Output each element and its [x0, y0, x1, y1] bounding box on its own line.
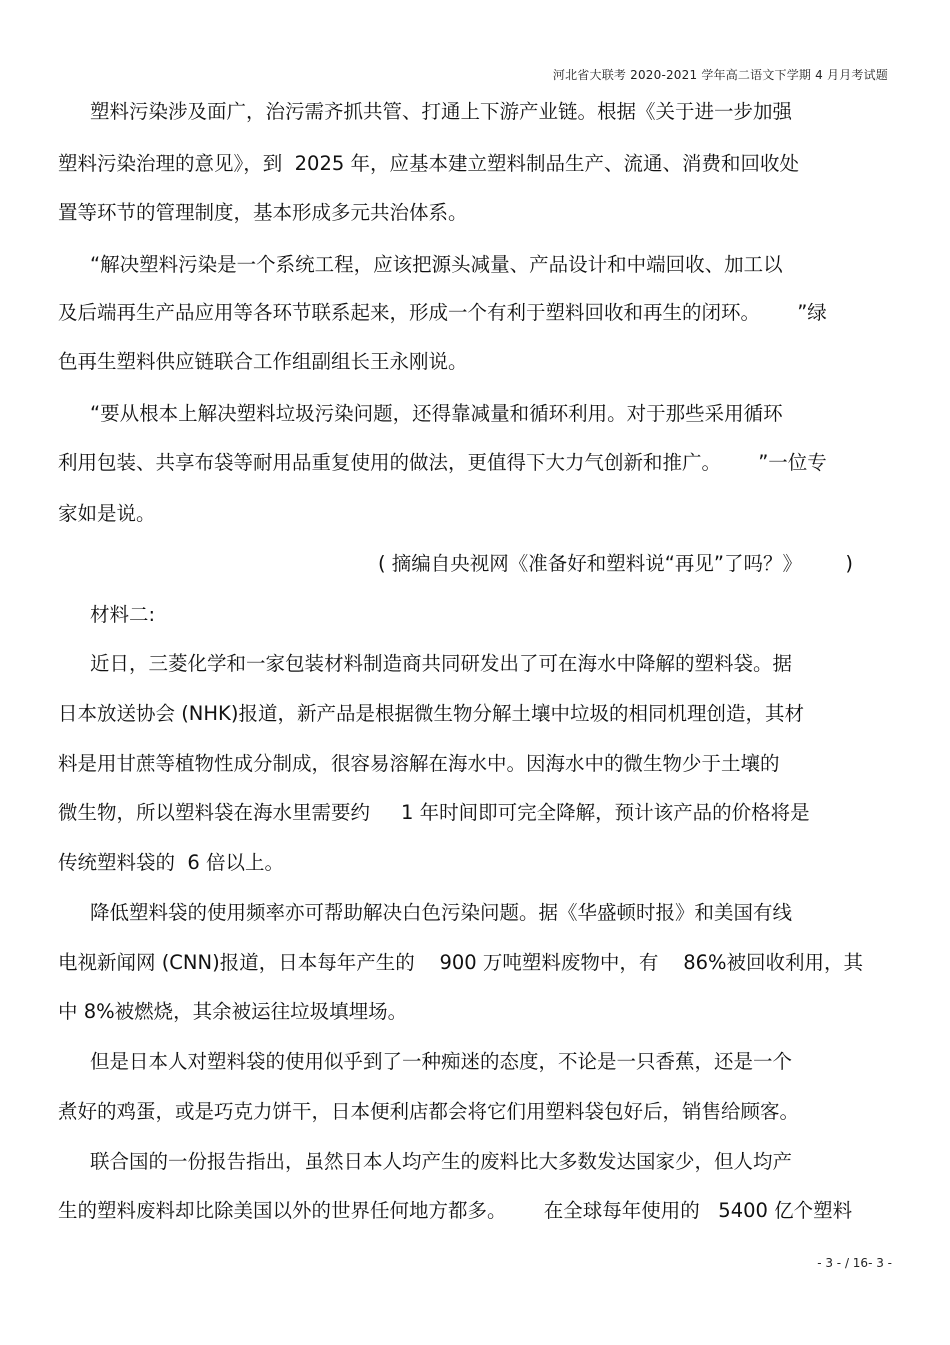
body-line: 联合国的一份报告指出，虽然日本人均产生的废料比大多数发达国家少，但人均产: [90, 1150, 793, 1173]
body-line: 及后端再生产品应用等各环节联系起来，形成一个有利于塑料回收和再生的闭环。 ”绿: [58, 301, 827, 324]
body-line: “解决塑料污染是一个系统工程，应该把源头减量、产品设计和中端回收、加工以: [90, 253, 783, 276]
source-citation: ( 摘编自央视网《准备好和塑料说“再见”了吗？》 ): [378, 552, 854, 575]
body-line: 微生物，所以塑料袋在海水里需要约 1 年时间即可完全降解，预计该产品的价格将是: [58, 801, 810, 824]
body-line: 日本放送协会 (NHK)报道，新产品是根据微生物分解土壤中垃圾的相同机理创造，其材: [58, 702, 804, 725]
body-line: 近日，三菱化学和一家包装材料制造商共同研发出了可在海水中降解的塑料袋。据: [90, 652, 793, 675]
page-number: - 3 - / 16- 3 -: [817, 1256, 892, 1270]
body-line: 料是用甘蔗等植物性成分制成，很容易溶解在海水中。因海水中的微生物少于土壤的: [58, 752, 780, 775]
body-line: “要从根本上解决塑料垃圾污染问题，还得靠减量和循环利用。对于那些采用循环: [90, 402, 783, 425]
body-line: 降低塑料袋的使用频率亦可帮助解决白色污染问题。据《华盛顿时报》和美国有线: [90, 901, 793, 924]
body-line: 塑料污染涉及面广，治污需齐抓共管、打通上下游产业链。根据《关于进一步加强: [90, 100, 793, 123]
body-line: 利用包装、共享布袋等耐用品重复使用的做法，更值得下大力气创新和推广。 ”一位专: [58, 451, 827, 474]
body-line: 中 8%被燃烧，其余被运往垃圾填埋场。: [58, 1000, 408, 1023]
body-line: 生的塑料废料却比除美国以外的世界任何地方都多。 在全球每年使用的 5400 亿个塑料: [58, 1199, 853, 1222]
body-line: 传统塑料袋的 6 倍以上。: [58, 851, 285, 874]
body-line: 电视新闻网 (CNN)报道，日本每年产生的 900 万吨塑料废物中，有 86%被回收利用，其: [58, 951, 864, 974]
section-heading: 材料二:: [90, 603, 156, 626]
body-line: 置等环节的管理制度，基本形成多元共治体系。: [58, 201, 468, 224]
body-line: 色再生塑料供应链联合工作组副组长王永刚说。: [58, 350, 468, 373]
body-line: 家如是说。: [58, 502, 156, 525]
body-line: 煮好的鸡蛋，或是巧克力饼干，日本便利店都会将它们用塑料袋包好后，销售给顾客。: [58, 1100, 800, 1123]
body-line: 但是日本人对塑料袋的使用似乎到了一种痴迷的态度，不论是一只香蕉，还是一个: [90, 1050, 793, 1073]
body-line: 塑料污染治理的意见》，到 2025 年，应基本建立塑料制品生产、流通、消费和回收处: [58, 152, 799, 175]
page-header: 河北省大联考 2020-2021 学年高二语文下学期 4 月月考试题: [552, 68, 888, 82]
